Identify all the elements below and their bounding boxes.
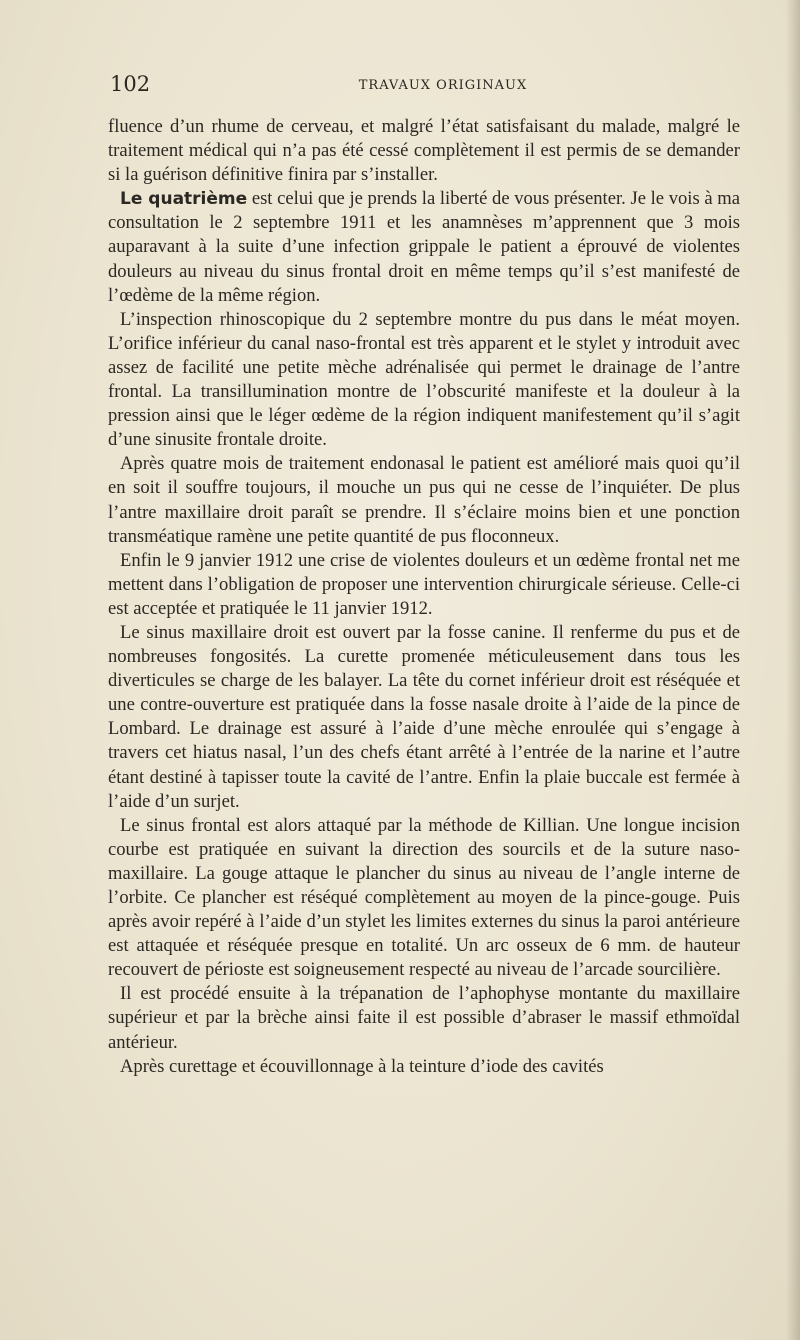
paragraph (108, 115, 740, 187)
paragraph (108, 308, 740, 453)
paragraph-text: Le sinus frontal est alors attaqué par la méthode de Killian. Une longue incision courbe est pratiquée en suivant la direction des sourcils et de la suture naso-maxillaire. La gouge attaque le plancher du sinus au niveau de l’angle interne de l’orbite. Ce plancher est réséqué complètement au moyen de la pince-gouge. Puis après avoir repéré à l’aide d’un stylet les limites externes du sinus la paroi antérieure est attaquée et réséquée presque en totalité. Un arc osseux de 6 mm. de hauteur recouvert de périoste est soigneusement respecté au niveau de l’arcade sourcilière. (108, 814, 740, 981)
paragraph-text: Le sinus maxillaire droit est ouvert par la fosse canine. Il renferme du pus et de nombreuses fongosités. La curette promenée méticuleusement dans tous les diverticules se charge de les balayer. La tête du cornet inférieur droit est réséquée et une contre-ouverture est pratiquée dans la fosse nasale droite à l’aide de la pince de Lombard. Le drainage est assuré à l’aide d’une mèche enroulée qui s’engage à travers cet hiatus nasal, l’un des chefs étant arrêté à l’entrée de la narine et l’autre étant destiné à tapisser toute la cavité de l’antre. Enfin la plaie buccale est fermée à l’aide d’un surjet. (108, 621, 740, 812)
paragraph (108, 452, 740, 548)
paragraph-text: L’inspection rhinoscopique du 2 septembre montre du pus dans le méat moyen. L’orifice inférieur du canal naso-frontal est très apparent et le stylet y introduit avec assez de facilité une petite mèche adrénalisée qui permet le drainage de l’antre frontal. La transillumination montre de l’obscurité manifeste et la douleur à la pression ainsi que le léger œdème de la région indiquent manifestement qu’il s’agit d’une sinusite frontale droite. (108, 308, 740, 451)
paragraph-text: Enfin le 9 janvier 1912 une crise de violentes douleurs et un œdème frontal net me mettent dans l’obligation de proposer une intervention chirurgicale sérieuse. Celle-ci est acceptée et pratiquée le 11 janvier 1912. (108, 549, 740, 619)
paragraph-text: Il est procédé ensuite à la trépanation de l’aphophyse montante du maxillaire supérieur et par la brèche ainsi faite il est possible d’abraser le massif ethmoïdal antérieur. (108, 983, 740, 1053)
paragraph-text: Après quatre mois de traitement endonasal le patient est amélioré mais quoi qu’il en soit il souffre toujours, il mouche un pus qui ne cesse de l’inquiéter. De plus l’antre maxillaire droit paraît se prendre. Il s’éclaire moins bien et une ponction transméatique ramène une petite quantité de pus floconneux. (108, 453, 740, 547)
paragraph-text: est celui que je prends la liberté de vous présenter. Je le vois à ma consultation le 2 septembre 1911 et les anamnèses m’apprennent que 3 mois auparavant à la suite d’une infection grippale le patient a éprouvé de violentes douleurs au niveau du sinus frontal droit en même temps qu’il s’est manifesté de l’œdème de la même région. (108, 188, 740, 306)
paragraph (108, 982, 740, 1054)
page-number: 102 (110, 72, 151, 96)
paragraph (108, 549, 740, 621)
running-title: TRAVAUX ORIGINAUX (358, 78, 528, 93)
page-header (106, 72, 740, 102)
paragraph (108, 814, 740, 983)
paragraph-lead-in: Le quatrième (120, 189, 248, 210)
paragraph (108, 1055, 740, 1079)
body-text (108, 115, 740, 1079)
paragraph-text: Après curettage et écouvillonnage à la teinture d’iode des cavités (120, 1055, 604, 1077)
paragraph (108, 621, 740, 814)
page-edge-shadow (786, 0, 800, 1340)
paragraph-text: fluence d’un rhume de cerveau, et malgré l’état satisfaisant du malade, malgré le traitement médical qui n’a pas été cessé complètement il est permis de se demander si la guérison définitive finira par s’installer. (108, 116, 740, 186)
paragraph (108, 187, 740, 307)
